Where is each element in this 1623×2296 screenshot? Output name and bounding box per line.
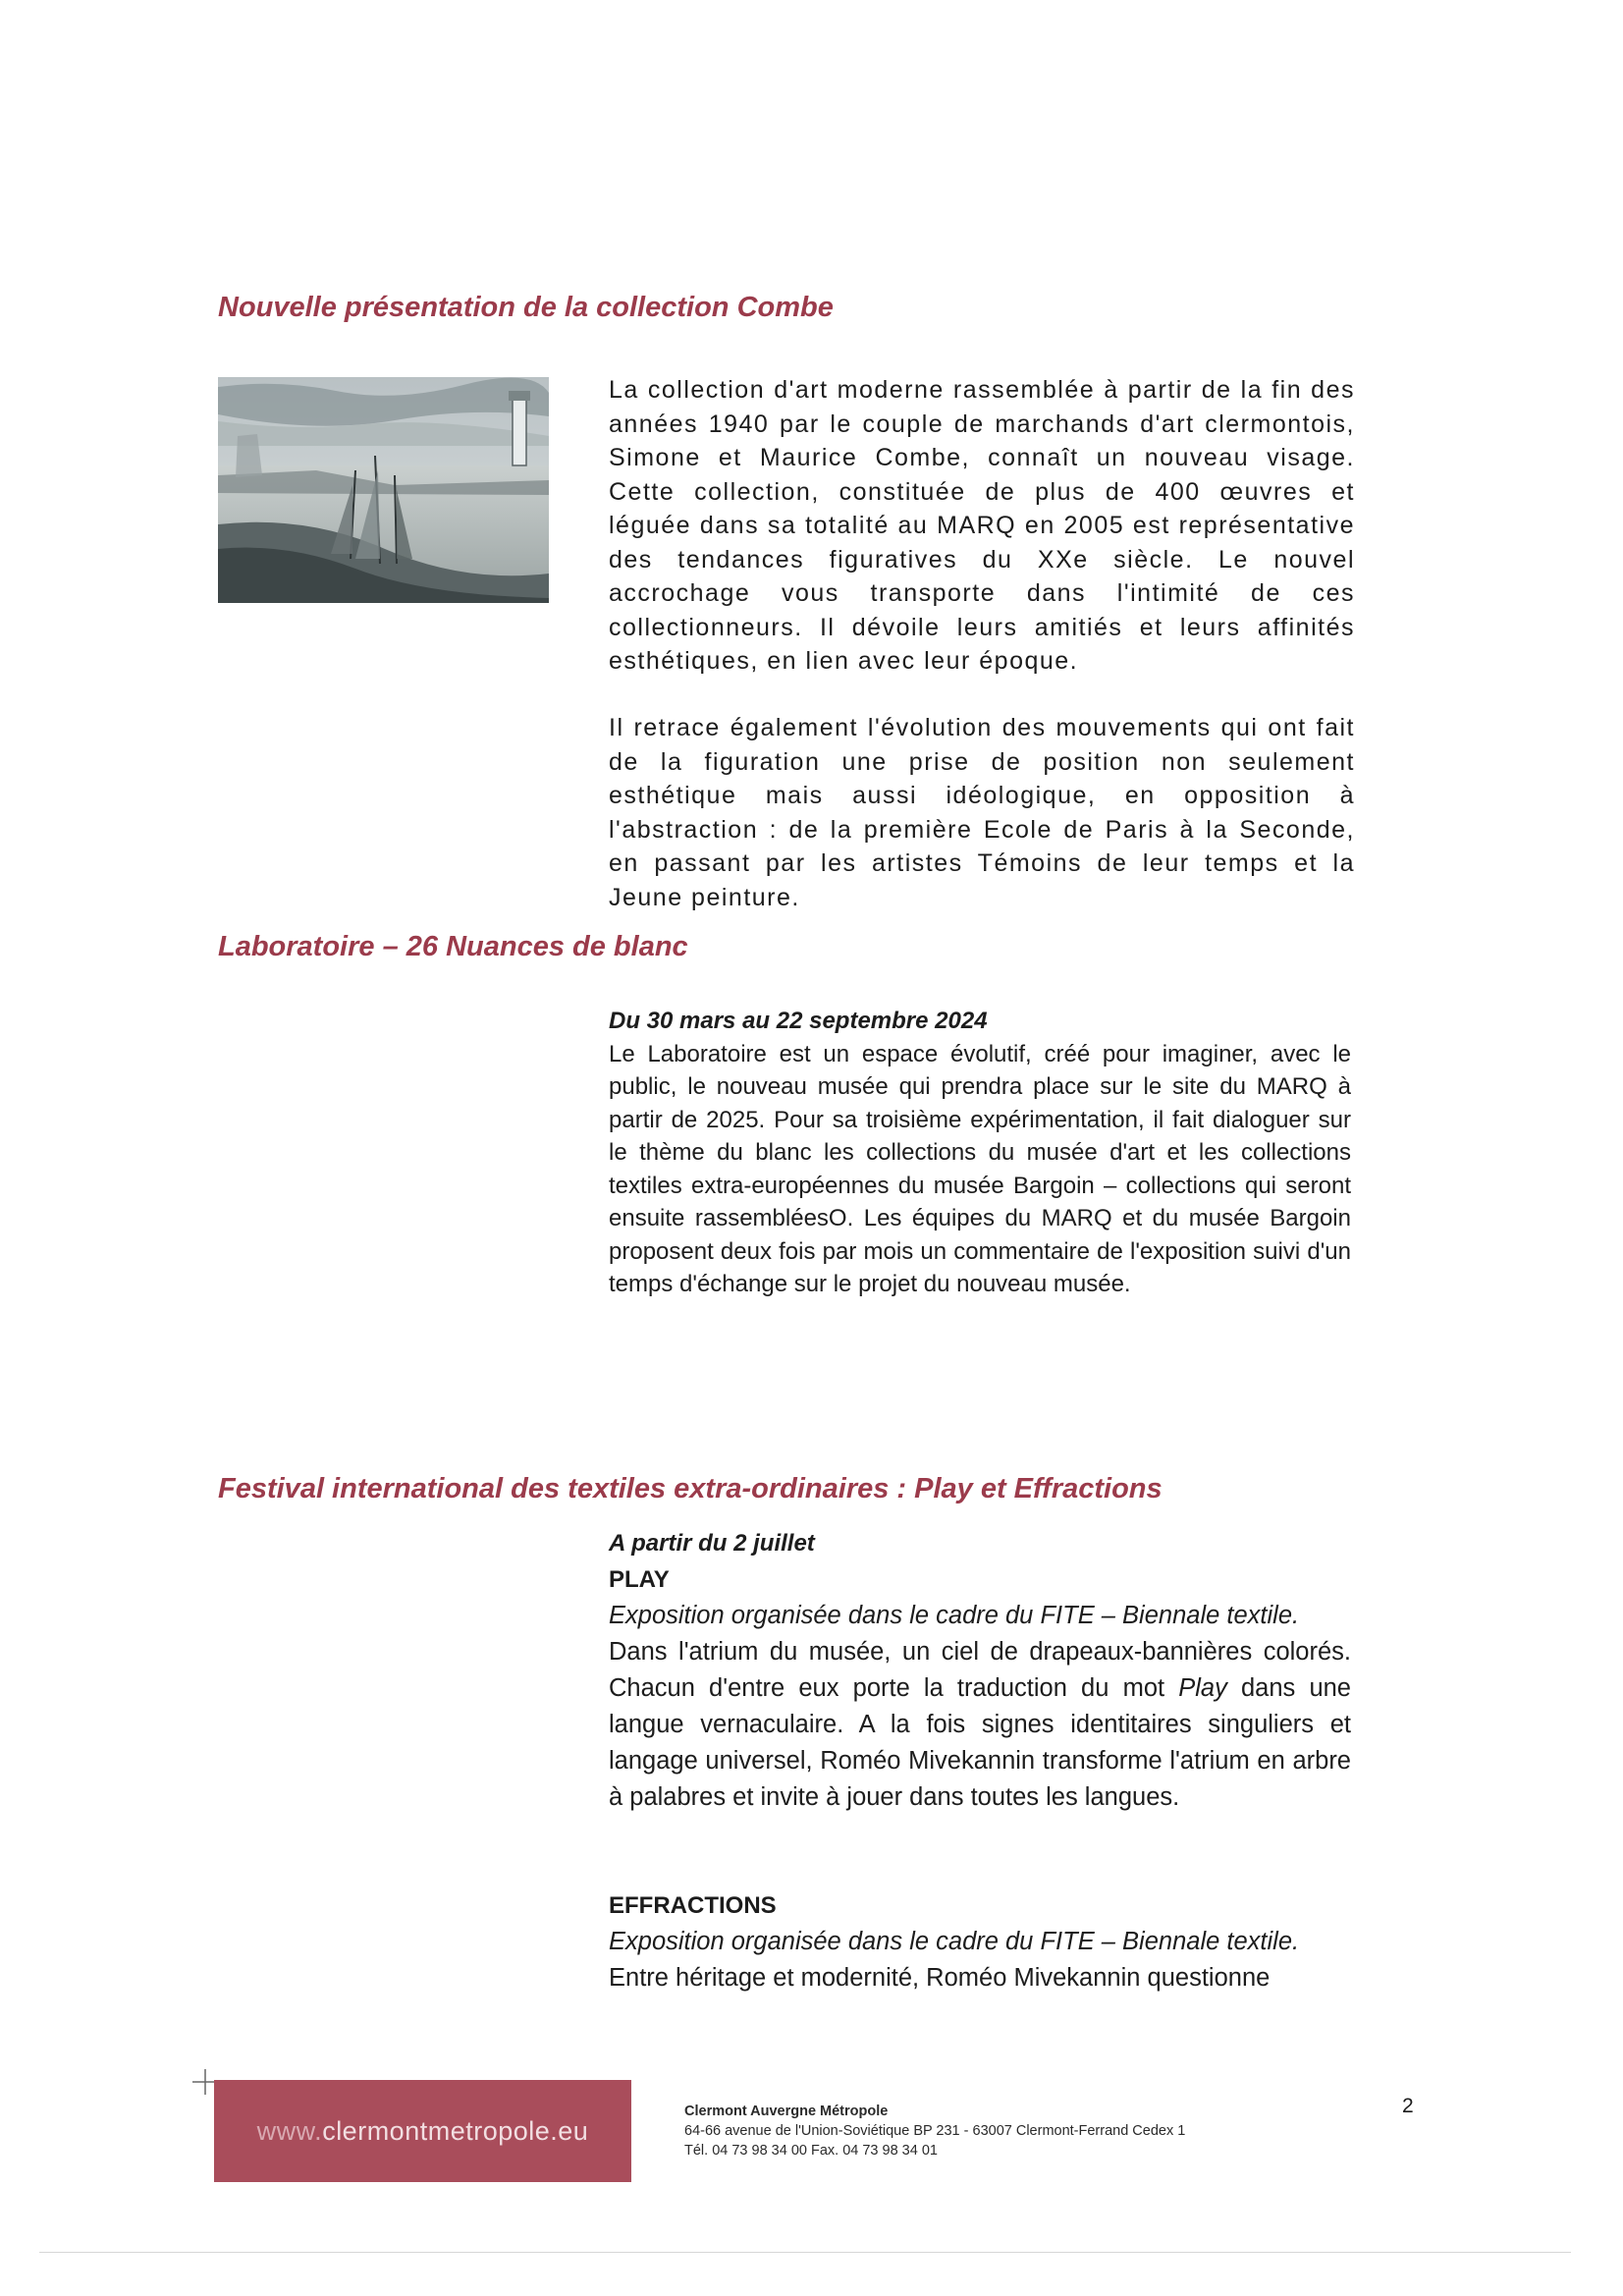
play-body-italic: Play [1178, 1674, 1227, 1702]
play-context: Exposition organisée dans le cadre du FITE – Biennale textile. [609, 1602, 1300, 1629]
play-body-before: Dans l'atrium du musée, un ciel de drapeaux-bannières colorés. Chacun d'entre eux porte la traduction du mot [609, 1638, 1351, 1702]
effractions-context: Exposition organisée dans le cadre du FITE – Biennale textile. [609, 1928, 1300, 1955]
festival-dates: A partir du 2 juillet [609, 1530, 815, 1557]
section-title-laboratoire: Laboratoire – 26 Nuances de blanc [218, 931, 688, 962]
section-title-festival: Festival international des textiles extra-ordinaires : Play et Effractions [218, 1473, 1163, 1504]
laboratoire-block [609, 1005, 1351, 1301]
footer-phone: Tél. 04 73 98 34 00 Fax. 04 73 98 34 01 [684, 2143, 938, 2159]
website-prefix: www. [256, 2115, 323, 2146]
combe-paragraph-1: La collection d'art moderne rassemblée à partir de la fin des années 1940 par le couple de marchands d'art clermontois, Simone et Maurice Combe, connaît un nouveau visage. Cette collection, constituée de plus de 400 œuvres et léguée dans sa totalité au MARQ en 2005 est représentative des tendances figuratives du XXe siècle. Le nouvel accrochage vous transporte dans l'intimité de ces collectionneurs. Il dévoile leurs amitiés et leurs affinités esthétiques, en lien avec leur époque. [609, 376, 1355, 675]
footer-street: 64-66 avenue de l'Union-Soviétique BP 231 - 63007 Clermont-Ferrand Cedex 1 [684, 2123, 1186, 2139]
festival-effractions-block [609, 1887, 1351, 1996]
footer-org: Clermont Auvergne Métropole [684, 2104, 889, 2119]
section-title-combe: Nouvelle présentation de la collection Combe [218, 292, 834, 323]
play-body-after: dans une langue vernaculaire. A la fois signes identitaires singuliers et langage universel, Roméo Mivekannin transforme l'atrium en arbre à palabres et invite à jouer dans toutes les langues. [609, 1674, 1351, 1811]
divider [39, 2252, 1571, 2253]
effractions-heading: EFFRACTIONS [609, 1892, 777, 1919]
website-banner-link[interactable] [214, 2080, 631, 2182]
footer-address [684, 2102, 1185, 2160]
combe-paragraph-2: Il retrace également l'évolution des mouvements qui ont fait de la figuration une prise de position non seulement esthétique mais aussi idéologique, en opposition à l'abstraction : de la première Ecole de Paris à la Seconde, en passant par les artistes Témoins de leur temps et la Jeune peinture. [609, 714, 1355, 911]
website-domain: clermontmetropole.eu [322, 2115, 589, 2146]
laboratoire-dates: Du 30 mars au 22 septembre 2024 [609, 1008, 988, 1034]
festival-play-block [609, 1525, 1351, 1816]
play-heading: PLAY [609, 1566, 670, 1593]
page-number: 2 [1402, 2095, 1414, 2117]
laboratoire-body: Le Laboratoire est un espace évolutif, créé pour imaginer, avec le public, le nouveau musée qui prendra place sur le site du MARQ à partir de 2025. Pour sa troisième expérimentation, il fait dialoguer sur le thème du blanc les collections du musée d'art et les collections textiles extra-européennes du musée Bargoin – collections qui seront ensuite rassembléesO. Les équipes du MARQ et du musée Bargoin proposent deux fois par mois un commentaire de l'exposition suivi d'un temps d'échange sur le projet du nouveau musée. [609, 1040, 1351, 1297]
harbor-painting-image [218, 377, 549, 603]
effractions-body: Entre héritage et modernité, Roméo Mivekannin questionne [609, 1964, 1271, 1992]
